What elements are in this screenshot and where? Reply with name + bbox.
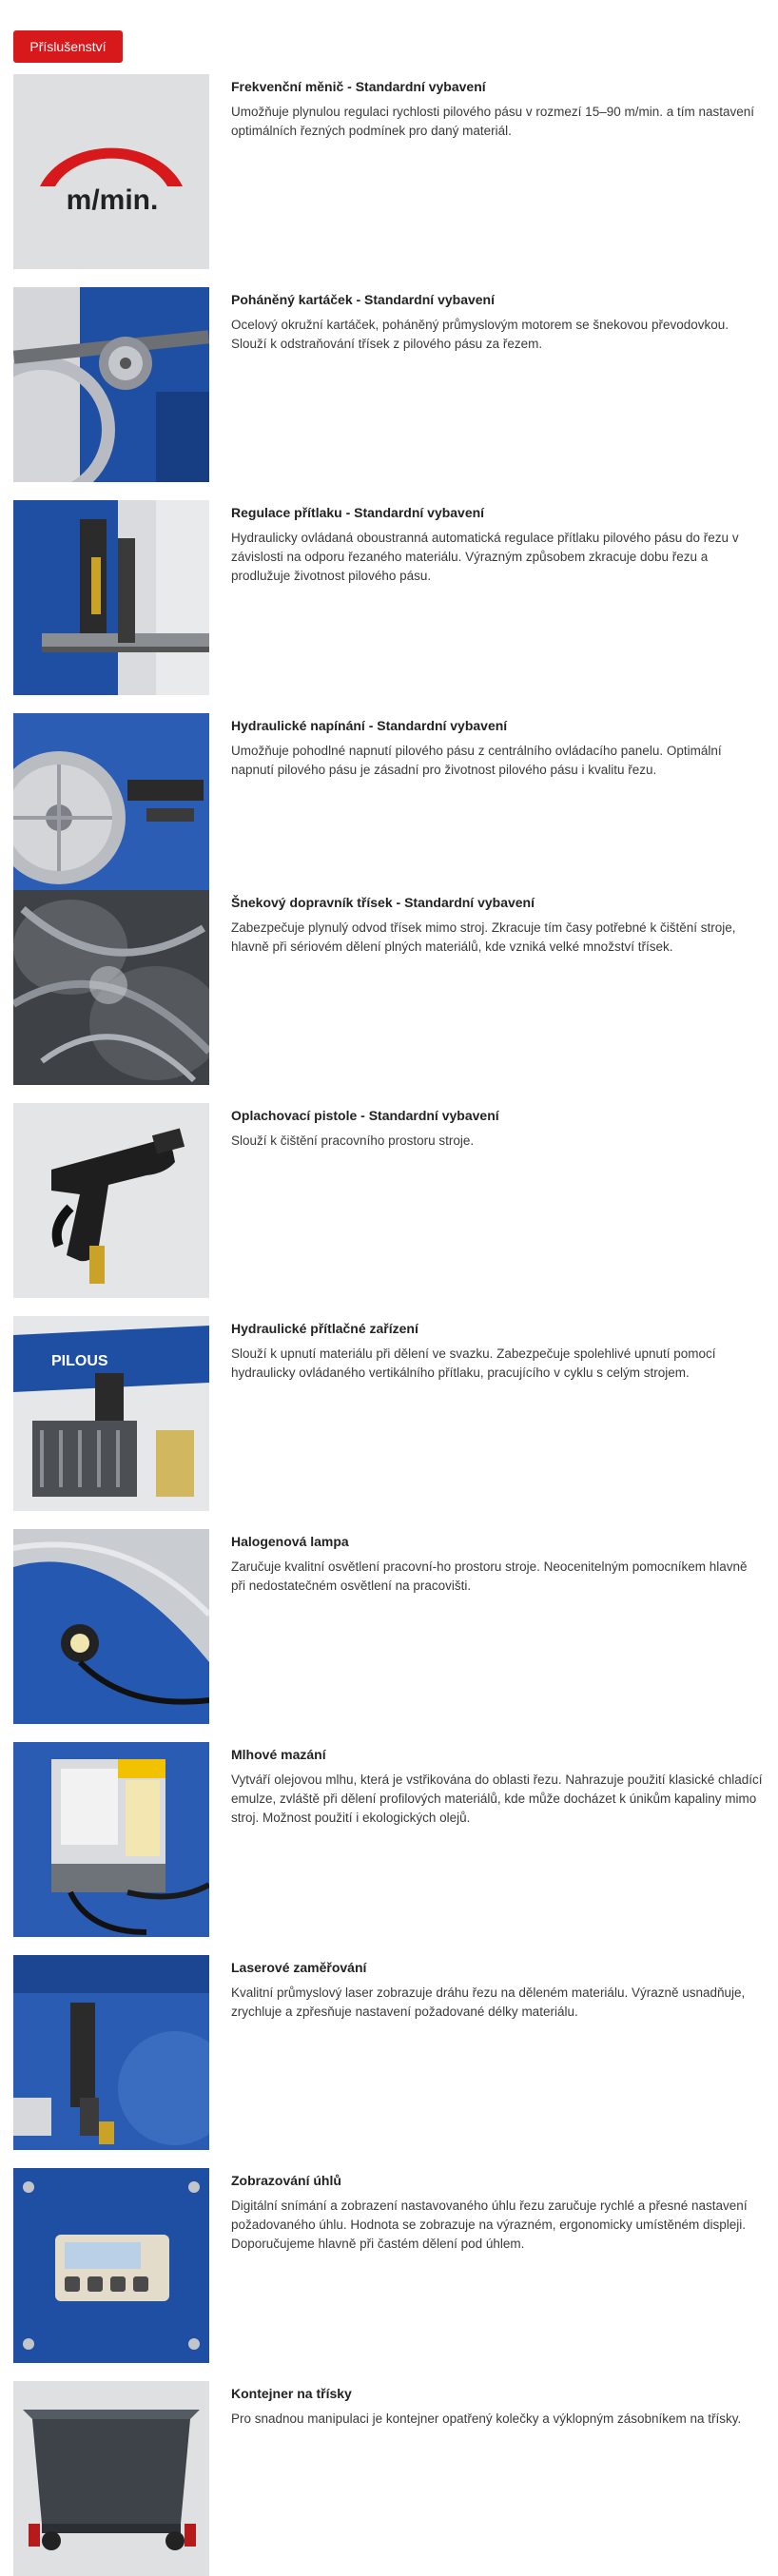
accessory-item-frequency-converter [13, 74, 765, 269]
accessory-item-pressure-regulation [13, 500, 765, 695]
accessory-image-chip-conveyor [13, 890, 209, 1085]
accessory-title: Mlhové mazání [231, 1747, 326, 1762]
accessory-item-mist-lubrication [13, 1742, 765, 1937]
accessory-item-chip-container [13, 2381, 765, 2576]
speed-unit-label: m/min. [66, 184, 159, 216]
accessory-image-frequency-converter [13, 74, 209, 269]
accessory-description: Umožňuje plynulou regulaci rychlosti pilového pásu v rozmezí 15–90 m/min. a tím nastavení optimálních řezných podmínek pro daný materiál. [231, 105, 755, 138]
accessory-description: Slouží k upnutí materiálu při dělení ve svazku. Zabezpečuje spolehlivé upnutí pomocí hydraulicky ovládaného vertikálního přítlaku, pracujícího v cyklu s celým strojem. [231, 1346, 716, 1380]
accessory-title: Hydraulické přítlačné zařízení [231, 1321, 418, 1336]
brand-logo-text: PILOUS [51, 1353, 108, 1369]
accessory-image-hydraulic-clamp [13, 1316, 209, 1511]
accessory-title: Zobrazování úhlů [231, 2173, 341, 2188]
accessory-image-laser-aiming [13, 1955, 209, 2150]
accessory-title: Hydraulické napínání - Standardní vybavení [231, 718, 508, 733]
accessory-description: Pro snadnou manipulaci je kontejner opatřený kolečky a výklopným zásobníkem na třísky. [231, 2411, 742, 2426]
accessory-item-angle-display [13, 2168, 765, 2363]
accessory-item-halogen-lamp [13, 1529, 765, 1724]
accessory-description: Zabezpečuje plynulý odvod třísek mimo stroj. Zkracuje tím časy potřebné k čištění stroje, hlavně při sériovém dělení plných materiálů, kde vzniká velké množství třísek. [231, 920, 736, 954]
accessory-image-pressure-regulation [13, 500, 209, 695]
accessory-title: Kontejner na třísky [231, 2386, 352, 2401]
accessory-image-rinse-gun [13, 1103, 209, 1298]
accessories-tab-badge[interactable]: Příslušenství [13, 30, 123, 63]
accessory-description: Ocelový okružní kartáček, poháněný průmyslovým motorem se šnekovou převodovkou. Slouží k odstraňování třísek z pilového pásu za řezem. [231, 318, 729, 351]
accessory-title: Oplachovací pistole - Standardní vybavení [231, 1108, 499, 1123]
accessory-title: Laserové zaměřování [231, 1960, 367, 1975]
accessory-description: Slouží k čištění pracovního prostoru stroje. [231, 1133, 475, 1148]
accessory-description: Zaručuje kvalitní osvětlení pracovní-ho prostoru stroje. Neocenitelným pomocníkem hlavně při nedostatečném osvětlení na pracovišti. [231, 1559, 748, 1593]
accessory-description: Hydraulicky ovládaná oboustranná automatická regulace přítlaku pilového pásu do řezu v závislosti na odporu řezaného materiálu. Výrazným způsobem zkracuje dobu řezu a prodlužuje životnost pilového pásu. [231, 531, 739, 583]
accessory-item-rinse-gun [13, 1103, 765, 1298]
accessory-title: Poháněný kartáček - Standardní vybavení [231, 292, 495, 307]
accessory-image-chip-container [13, 2381, 209, 2576]
accessory-image-hydraulic-tensioning [13, 713, 209, 908]
accessory-item-hydraulic-clamp [13, 1316, 765, 1511]
accessory-description: Umožňuje pohodlné napnutí pilového pásu z centrálního ovládacího panelu. Optimální napnutí pilového pásu je zásadní pro životnost pilového pásu i kvalitu řezu. [231, 744, 722, 777]
accessory-item-hydraulic-tensioning [13, 713, 765, 908]
accessory-title: Halogenová lampa [231, 1534, 349, 1549]
accessory-item-driven-brush [13, 287, 765, 482]
accessory-image-halogen-lamp [13, 1529, 209, 1724]
accessory-description: Kvalitní průmyslový laser zobrazuje dráhu řezu na děleném materiálu. Výrazně usnadňuje, zrychluje a zpřesňuje nastavení požadované délky materiálu. [231, 1985, 746, 2019]
accessory-image-angle-display [13, 2168, 209, 2363]
accessory-description: Vytváří olejovou mlhu, která je vstřikována do oblasti řezu. Nahrazuje použití klasické chladící emulze, zvláště při dělení profilových materiálů, kde může docházet k únikům kapaliny mimo stroj. Možnost použití i ekologických olejů. [231, 1772, 763, 1825]
accessory-image-mist-lubrication [13, 1742, 209, 1937]
accessory-title: Frekvenční měnič - Standardní vybavení [231, 79, 486, 94]
accessory-item-chip-conveyor [13, 890, 765, 1085]
accessory-description: Digitální snímání a zobrazení nastavovaného úhlu řezu zaručuje rychlé a přesné nastavení požadovaného úhlu. Hodnota se zobrazuje na výrazném, ergonomicky umístěném displeji. Doporučujeme hlavně při častém dělení pod úhlem. [231, 2198, 748, 2251]
accessory-item-laser-aiming [13, 1955, 765, 2150]
accessory-title: Regulace přítlaku - Standardní vybavení [231, 505, 485, 520]
accessory-title: Šnekový dopravník třísek - Standardní vybavení [231, 895, 535, 910]
accessory-image-driven-brush [13, 287, 209, 482]
